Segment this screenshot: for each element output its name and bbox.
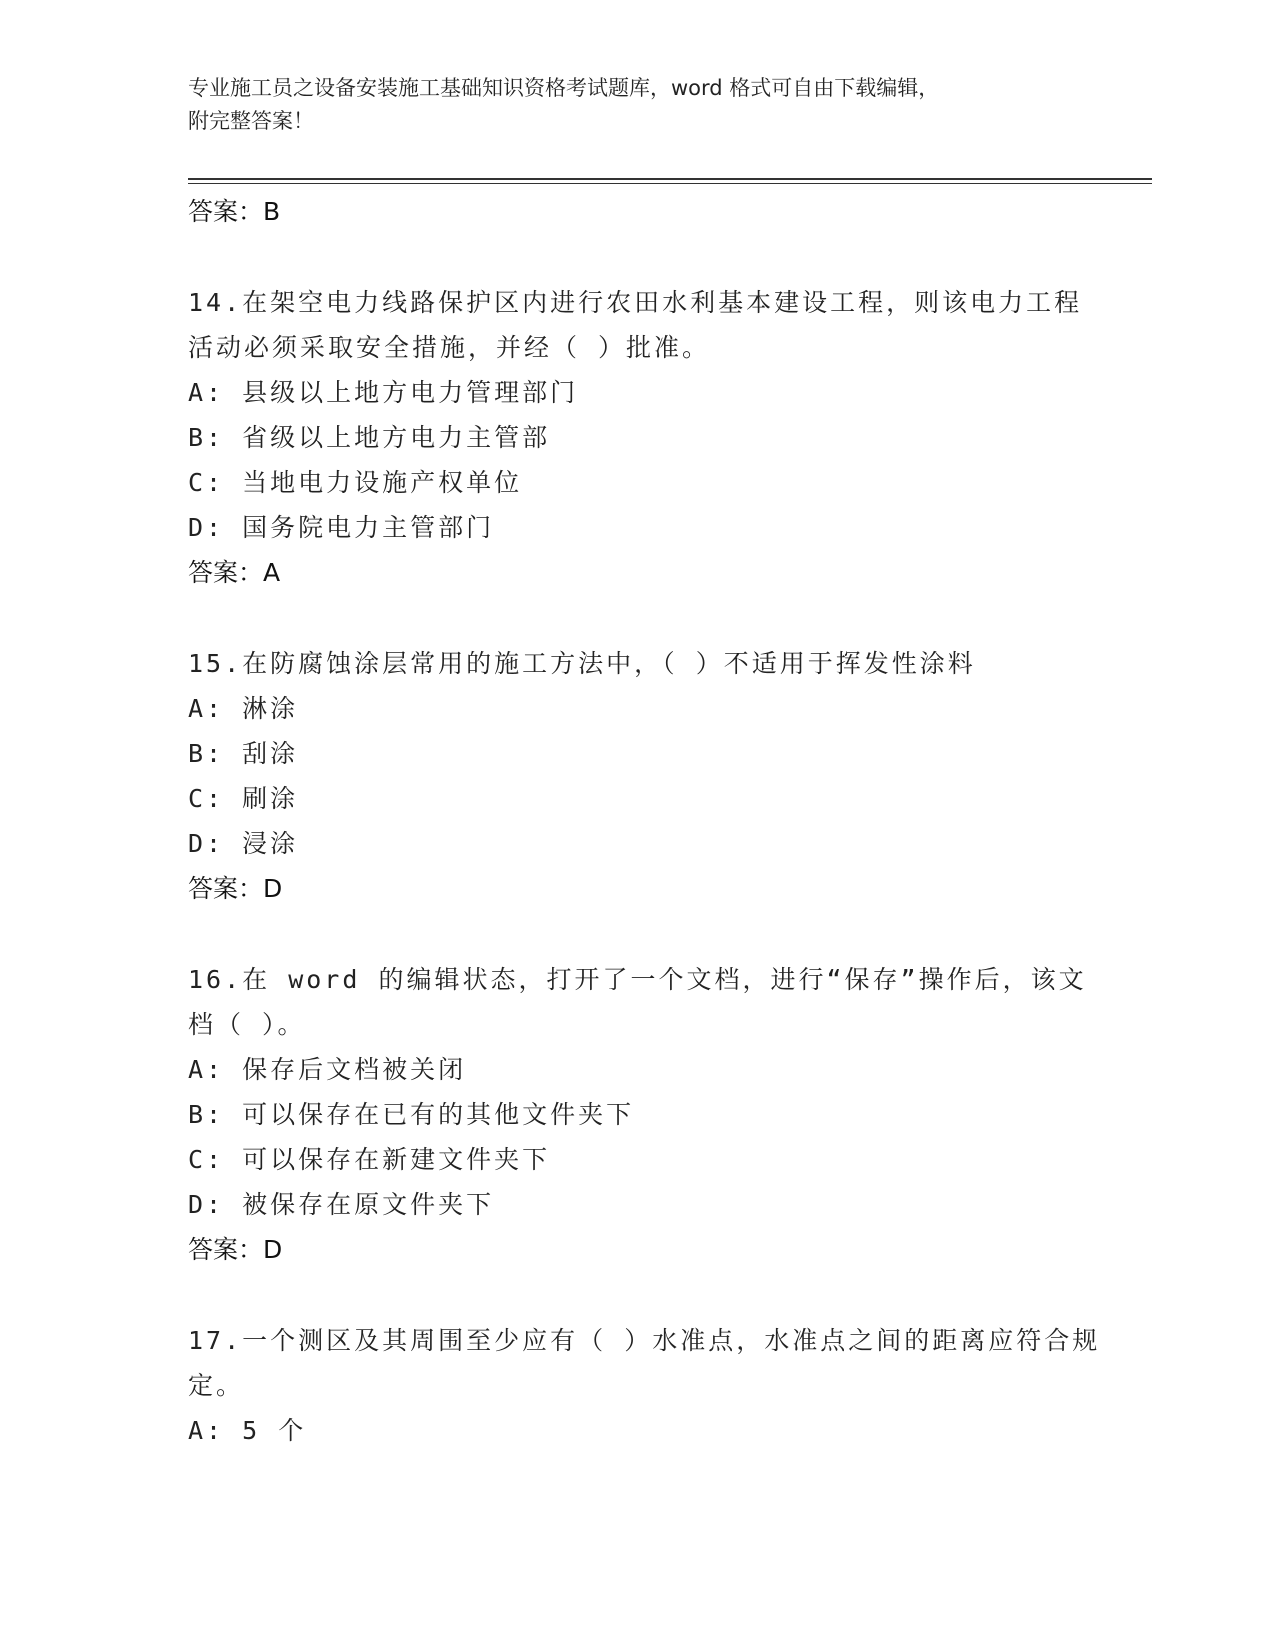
document-header: [188, 72, 1088, 138]
option-a: A: 保存后文档被关闭: [188, 1055, 467, 1084]
question-15: [188, 641, 1108, 911]
question-text: 17.一个测区及其周围至少应有（ ）水准点，水准点之间的距离应符合规定。: [188, 1326, 1101, 1400]
question-17: [188, 1318, 1108, 1453]
option-c: C: 可以保存在新建文件夹下: [188, 1145, 551, 1174]
option-d: D: 被保存在原文件夹下: [188, 1190, 495, 1219]
previous-answer: 答案：B: [188, 197, 281, 226]
option-c: C: 刷涂: [188, 784, 299, 813]
answer: 答案：A: [188, 558, 281, 587]
option-a: A: 5 个: [188, 1416, 307, 1445]
question-text: 15.在防腐蚀涂层常用的施工方法中，（ ）不适用于挥发性涂料: [188, 649, 976, 678]
option-d: D: 浸涂: [188, 829, 299, 858]
option-b: B: 刮涂: [188, 739, 299, 768]
question-text: 14.在架空电力线路保护区内进行农田水利基本建设工程，则该电力工程活动必须采取安全措施，并经（ ）批准。: [188, 288, 1083, 362]
option-b: B: 省级以上地方电力主管部: [188, 423, 551, 452]
option-d: D: 国务院电力主管部门: [188, 513, 495, 542]
option-c: C: 当地电力设施产权单位: [188, 468, 523, 497]
question-list: [188, 189, 1108, 1453]
header-line-2: 附完整答案！: [188, 109, 314, 133]
header-line-1: 专业施工员之设备安装施工基础知识资格考试题库，word 格式可自由下载编辑，: [188, 76, 940, 100]
answer: 答案：D: [188, 874, 283, 903]
option-a: A: 淋涂: [188, 694, 299, 723]
question-text: 16.在 word 的编辑状态，打开了一个文档，进行“保存”操作后，该文档（ ）。: [188, 965, 1087, 1039]
answer: 答案：D: [188, 1235, 283, 1264]
header-divider-thick: [188, 178, 1152, 180]
question-14: [188, 280, 1108, 595]
question-16: [188, 957, 1108, 1272]
option-a: A: 县级以上地方电力管理部门: [188, 378, 579, 407]
header-divider-thin: [188, 183, 1152, 184]
option-b: B: 可以保存在已有的其他文件夹下: [188, 1100, 635, 1129]
